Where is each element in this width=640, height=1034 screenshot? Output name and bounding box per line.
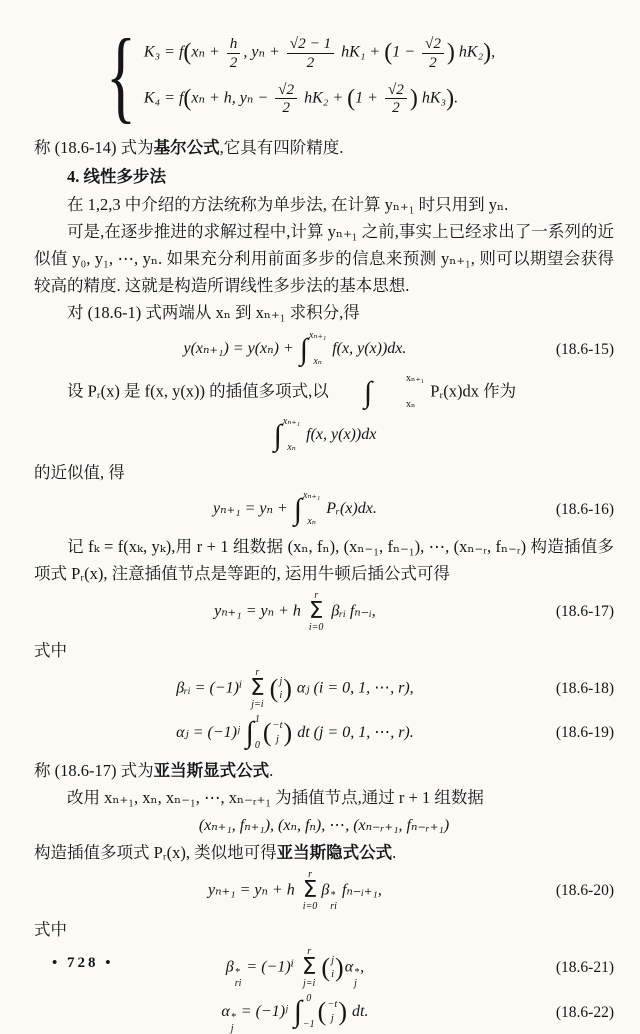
integral bbox=[294, 993, 315, 1032]
numerator: √2 bbox=[422, 35, 444, 53]
equation-number: (18.6-18) bbox=[555, 679, 614, 697]
math-text: 1 − bbox=[392, 43, 419, 61]
summation bbox=[303, 870, 318, 912]
alpha-star: α bbox=[221, 1003, 230, 1021]
fraction bbox=[385, 81, 407, 117]
paragraph-change-nodes: 改用 xₙ₊₁, xₙ, xₙ₋₁, ⋯, xₙ₋ᵣ₊₁ 为插值节点,通过 r + 1 组数据 bbox=[67, 787, 484, 807]
text: 称 (18.6-17) 式为 bbox=[34, 760, 154, 780]
integral-sign: ∫ bbox=[293, 995, 302, 1029]
equation-number: (18.6-15) bbox=[555, 340, 614, 358]
binomial bbox=[321, 954, 343, 982]
upper-limit: r bbox=[255, 666, 260, 678]
lower-limit: xₙ bbox=[287, 442, 296, 453]
lower-limit: j=i bbox=[251, 698, 264, 710]
numerator: √2 − 1 bbox=[287, 35, 334, 53]
numerator: h bbox=[227, 35, 241, 53]
lower-limit: xₙ bbox=[307, 516, 316, 527]
integral bbox=[274, 416, 300, 455]
lower-limit: 0 bbox=[254, 739, 260, 751]
integral bbox=[300, 330, 326, 369]
text: Pᵣ(x)dx 作为 bbox=[426, 381, 517, 401]
binom-top: j bbox=[279, 675, 283, 687]
binomial bbox=[318, 998, 347, 1026]
equation-system-gill bbox=[96, 18, 614, 133]
upper-limit: r bbox=[307, 945, 312, 957]
denominator: 2 bbox=[392, 99, 400, 117]
math-text: f(x, y(x))dx. bbox=[328, 340, 407, 358]
paragraph-adams-explicit bbox=[34, 757, 614, 784]
lower-limit: i=0 bbox=[302, 900, 318, 912]
equation-number: (18.6-22) bbox=[555, 1004, 614, 1022]
fraction bbox=[287, 35, 334, 71]
summation bbox=[302, 947, 317, 989]
math-text: hK₃ bbox=[417, 89, 447, 107]
summation bbox=[309, 591, 324, 633]
big-paren: ( bbox=[384, 39, 393, 66]
denominator: 2 bbox=[306, 53, 315, 71]
integral bbox=[246, 714, 260, 753]
fraction bbox=[422, 35, 444, 71]
big-paren: ( bbox=[347, 85, 356, 112]
paragraph-multistep-idea: 可是,在逐步推进的求解过程中,计算 yₙ₊₁ 之前,事实上已经求出了一系列的近似值 y₀, y₁, ⋯, yₙ. 如果充分利用前面多步的信息来预测 yₙ₊₁, 则可以期望会获得较高的精度. 这就是构造所谓线性多步法的基本思想. bbox=[34, 222, 614, 295]
big-paren: ( bbox=[183, 85, 192, 112]
subscript: ri bbox=[234, 977, 242, 989]
math-text: f(x, y(x))dx bbox=[302, 426, 377, 444]
equation-18-6-15 bbox=[34, 330, 614, 369]
paragraph-where-2: 式中 bbox=[34, 919, 67, 939]
big-paren: ) bbox=[446, 85, 455, 112]
integral-sign: ∫ bbox=[293, 492, 303, 526]
upper-limit: xₙ₊₁ bbox=[308, 330, 327, 341]
big-paren: ) bbox=[483, 39, 492, 66]
text: 称 (18.6-14) 式为 bbox=[34, 138, 154, 157]
equation-number: (18.6-17) bbox=[555, 602, 614, 620]
lower-limit: xₙ bbox=[406, 399, 416, 410]
paragraph-interpolation bbox=[34, 373, 614, 412]
equation-data-pairs: (xₙ₊₁, fₙ₊₁), (xₙ, fₙ), ⋯, (xₙ₋ᵣ₊₁, fₙ₋ᵣ₊₁) bbox=[198, 816, 450, 834]
denominator: 2 bbox=[429, 53, 437, 71]
equation-number: (18.6-16) bbox=[555, 500, 614, 518]
equation-18-6-20 bbox=[34, 870, 614, 912]
math-text: αⱼ = (−1)ʲ bbox=[176, 723, 244, 741]
math-text: fₙ₋ᵢ₊₁, bbox=[337, 881, 382, 899]
math-text: hK₁ + bbox=[337, 43, 385, 61]
math-text: K₄ = f bbox=[143, 89, 184, 107]
equation-18-6-21 bbox=[34, 947, 614, 989]
lower-limit: xₙ bbox=[313, 356, 322, 367]
alpha-star: α bbox=[344, 958, 354, 976]
right-paren: ) bbox=[335, 952, 344, 982]
text: 设 Pᵣ(x) 是 f(x, y(x)) 的插值多项式,以 bbox=[67, 381, 329, 401]
binom-bottom: j bbox=[330, 1013, 334, 1025]
math-text: yₙ₊₁ = yₙ + h bbox=[214, 602, 305, 620]
math-text: , bbox=[360, 958, 365, 976]
right-paren: ) bbox=[338, 997, 348, 1027]
integral-sign: ∫ bbox=[245, 716, 254, 750]
left-paren: ( bbox=[269, 673, 279, 703]
binom-bottom: i bbox=[279, 689, 283, 701]
sigma-sign: Σ bbox=[302, 876, 318, 903]
numerator: √2 bbox=[275, 81, 297, 99]
math-text: y(xₙ₊₁) = y(xₙ) + bbox=[183, 340, 298, 358]
paragraph-gill-name bbox=[34, 134, 614, 161]
text: . bbox=[392, 842, 397, 862]
equation-18-6-18 bbox=[34, 668, 614, 710]
sigma-sign: Σ bbox=[301, 953, 317, 980]
math-text: xₙ + bbox=[191, 43, 224, 61]
equation-number: (18.6-19) bbox=[555, 724, 614, 742]
subscript: ri bbox=[330, 900, 337, 912]
paragraph-newton-backward: 记 fₖ = f(xₖ, yₖ),用 r + 1 组数据 (xₙ, fₙ), (xₙ₋₁, fₙ₋₁), ⋯, (xₙ₋ᵣ, fₙ₋ᵣ) 构造插值多项式 Pᵣ(x), 注意插值节点是等距的, 运用牛顿后插公式可得 bbox=[34, 537, 614, 583]
binomial bbox=[263, 719, 292, 747]
page-number: • 728 • bbox=[52, 955, 114, 971]
equation-number: (18.6-21) bbox=[555, 958, 614, 976]
math-text: βᵣᵢ = (−1)ⁱ bbox=[176, 679, 247, 697]
binom-top: j bbox=[331, 954, 335, 966]
system-lines bbox=[144, 35, 495, 117]
text: . bbox=[269, 760, 274, 780]
sup-sub bbox=[354, 967, 359, 989]
denominator: 2 bbox=[229, 53, 238, 71]
subscript: j bbox=[230, 1022, 234, 1034]
sup-sub bbox=[235, 967, 242, 989]
equation-18-6-16 bbox=[34, 490, 614, 529]
upper-limit: xₙ₊₁ bbox=[282, 416, 301, 427]
big-paren: ) bbox=[446, 39, 455, 66]
math-text: K₃ = f bbox=[143, 43, 184, 61]
denominator: 2 bbox=[282, 99, 290, 117]
math-text: hK₂ + bbox=[300, 89, 348, 107]
math-text: = (−1)ⁱ bbox=[242, 958, 298, 976]
math-text: βᵣᵢ fₙ₋ᵢ, bbox=[327, 602, 376, 620]
math-text: = (−1)ʲ bbox=[236, 1003, 292, 1021]
sup-sub bbox=[330, 890, 337, 912]
math-text: yₙ₊₁ = yₙ + bbox=[213, 500, 292, 518]
sigma-sign: Σ bbox=[308, 598, 324, 624]
term-adams-implicit: 亚当斯隐式公式 bbox=[276, 842, 393, 862]
superscript: * bbox=[354, 966, 360, 978]
equation-k3 bbox=[144, 35, 495, 71]
beta-star: β bbox=[321, 881, 330, 899]
upper-limit: r bbox=[308, 868, 312, 880]
left-brace: { bbox=[105, 18, 136, 133]
superscript: * bbox=[234, 966, 240, 978]
math-text: Pᵣ(x)dx. bbox=[322, 500, 377, 518]
math-text: 1 + bbox=[355, 89, 382, 107]
summation bbox=[250, 668, 265, 710]
text: 构造插值多项式 Pᵣ(x), 类似地可得 bbox=[34, 842, 277, 862]
upper-limit: 0 bbox=[306, 992, 312, 1004]
beta-star: β bbox=[225, 958, 234, 976]
sigma-sign: Σ bbox=[250, 674, 265, 701]
binomial bbox=[270, 675, 292, 703]
upper-limit: 1 bbox=[254, 713, 260, 725]
math-text: dt. bbox=[348, 1003, 369, 1021]
section-heading-linear-multistep: 4. 线性多步法 bbox=[67, 167, 166, 186]
math-text: dt (j = 0, 1, ⋯, r). bbox=[293, 723, 414, 741]
math-text: yₙ₊₁ = yₙ + h bbox=[207, 881, 299, 899]
equation-k4 bbox=[144, 81, 495, 117]
equation-target-integral bbox=[34, 416, 614, 455]
left-paren: ( bbox=[262, 718, 272, 748]
upper-limit: xₙ₊₁ bbox=[406, 373, 425, 384]
sup-sub bbox=[231, 1012, 236, 1034]
integral-sign: ∫ bbox=[363, 375, 373, 409]
paragraph-approx: 的近似值, 得 bbox=[34, 463, 125, 482]
equation-18-6-17 bbox=[34, 591, 614, 633]
binom-top: −t bbox=[272, 720, 283, 732]
upper-limit: xₙ₊₁ bbox=[303, 490, 321, 501]
math-text: , bbox=[491, 43, 496, 61]
big-paren: ) bbox=[409, 85, 418, 112]
subscript: j bbox=[354, 977, 357, 989]
math-text: hK₂ bbox=[454, 43, 484, 61]
superscript: * bbox=[330, 889, 336, 901]
integral-sign: ∫ bbox=[299, 332, 308, 366]
left-paren: ( bbox=[321, 952, 331, 982]
lower-limit: i=0 bbox=[308, 621, 324, 633]
math-text: αⱼ (i = 0, 1, ⋯, r), bbox=[292, 679, 414, 697]
paragraph-singlestep: 在 1,2,3 中介绍的方法统称为单步法, 在计算 yₙ₊₁ 时只用到 yₙ. bbox=[67, 195, 509, 214]
integral bbox=[294, 490, 320, 529]
binom-bottom: j bbox=[276, 734, 279, 746]
left-paren: ( bbox=[317, 997, 327, 1027]
upper-limit: r bbox=[314, 590, 319, 601]
numerator: √2 bbox=[385, 81, 407, 99]
fraction bbox=[227, 35, 241, 71]
equation-18-6-19 bbox=[34, 714, 614, 753]
equation-number: (18.6-20) bbox=[555, 881, 614, 899]
math-text: . bbox=[454, 89, 459, 107]
equation-18-6-22 bbox=[34, 993, 614, 1034]
big-paren: ( bbox=[183, 39, 192, 66]
lower-limit: j=i bbox=[302, 977, 316, 989]
text: ,它具有四阶精度. bbox=[219, 138, 344, 157]
right-paren: ) bbox=[283, 673, 292, 703]
paragraph-integrate: 对 (18.6-1) 式两端从 xₙ 到 xₙ₊₁ 求积分,得 bbox=[67, 303, 360, 322]
math-text: , yₙ + bbox=[243, 43, 284, 61]
integral bbox=[331, 373, 424, 412]
binom-bottom: i bbox=[331, 968, 335, 980]
right-paren: ) bbox=[283, 718, 293, 748]
paragraph-where-1: 式中 bbox=[34, 640, 67, 660]
math-text: xₙ + h, yₙ − bbox=[191, 89, 273, 107]
term-gill-formula: 基尔公式 bbox=[153, 138, 220, 157]
paragraph-adams-implicit bbox=[34, 839, 614, 866]
integral-sign: ∫ bbox=[273, 418, 282, 452]
term-adams-explicit: 亚当斯显式公式 bbox=[153, 760, 270, 780]
fraction bbox=[275, 81, 297, 117]
lower-limit: −1 bbox=[302, 1018, 315, 1030]
binom-top: −t bbox=[327, 999, 338, 1011]
superscript: * bbox=[230, 1011, 236, 1023]
